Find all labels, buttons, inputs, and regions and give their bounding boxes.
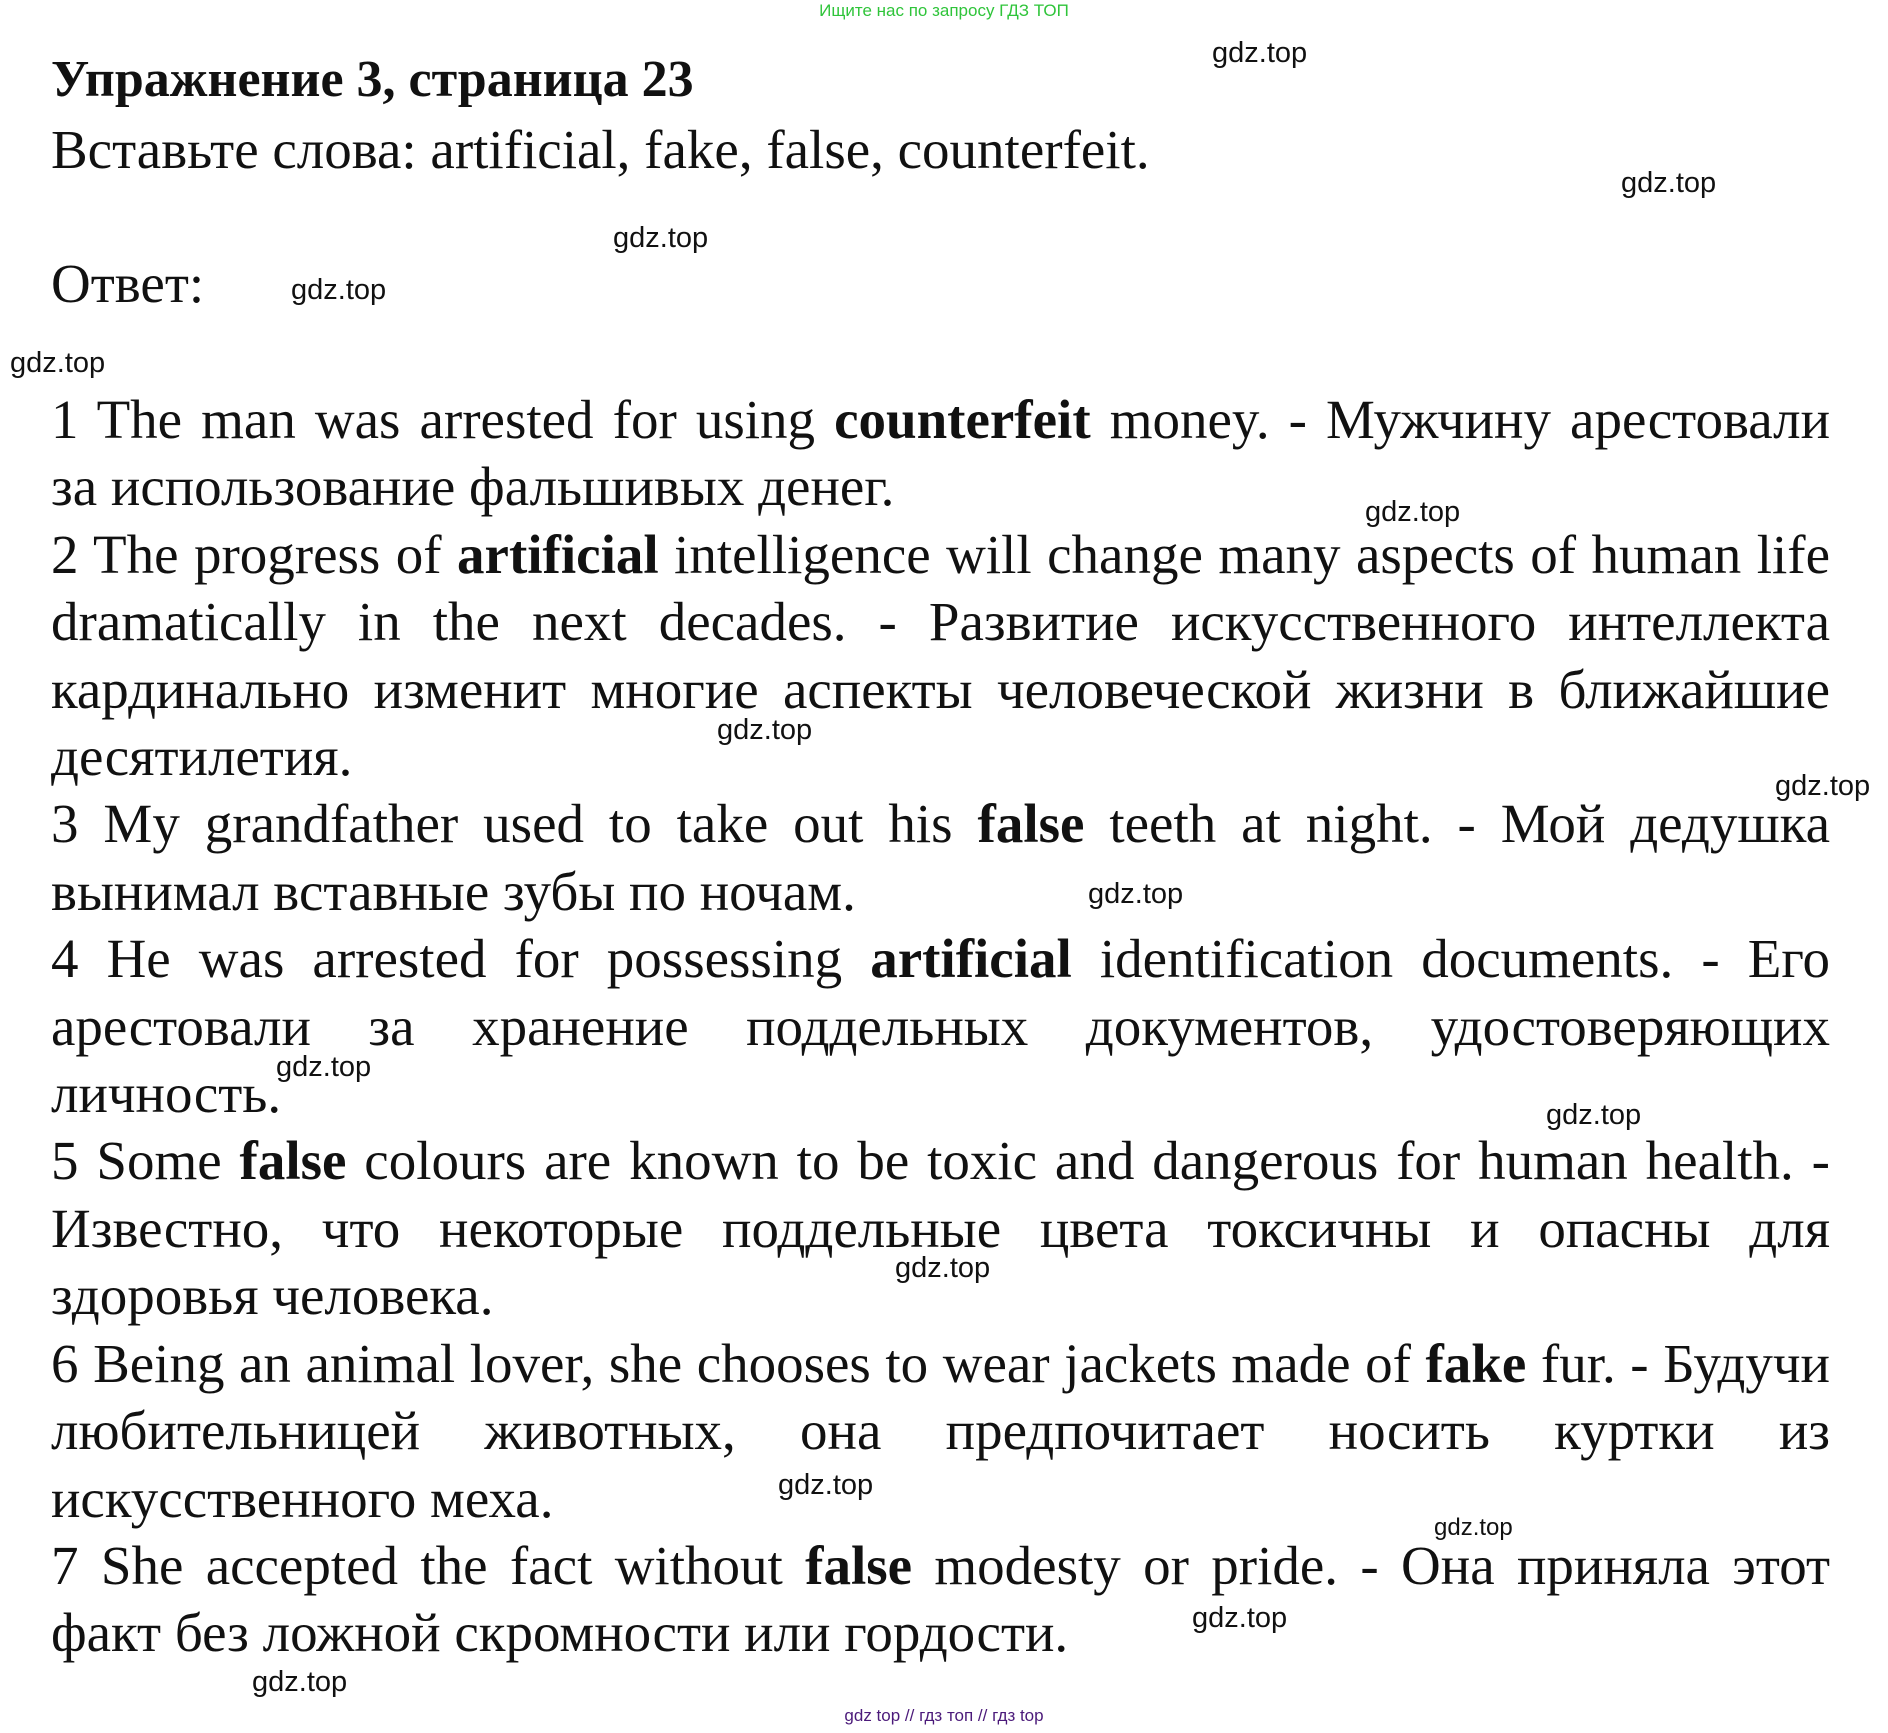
inserted-word: fake: [1425, 1332, 1527, 1394]
inserted-word: counterfeit: [834, 389, 1091, 450]
watermark: gdz.top: [1365, 496, 1461, 528]
watermark: gdz.top: [10, 347, 106, 379]
watermark: gdz.top: [1775, 770, 1871, 802]
item-text: colours are known to be toxic and dangerous for human health. - Известно, что некоторые поддельные цвета токсичны и опасны для здоровья человека.: [51, 1130, 1830, 1327]
inserted-word: artificial: [457, 523, 659, 585]
inserted-word: artificial: [870, 928, 1072, 990]
answer-item: [51, 925, 1830, 1127]
watermark: gdz.top: [778, 1469, 874, 1501]
watermark: gdz.top: [717, 714, 813, 746]
answer-list: [51, 386, 1830, 1667]
answer-label: Ответ:: [51, 253, 205, 314]
answer-item: [51, 386, 1830, 521]
page-title: Упражнение 3, страница 23: [51, 51, 694, 108]
answer-item: [51, 1127, 1830, 1329]
item-text: identification documents. - Его арестовали за хранение поддельных документов, удостоверяющих личность.: [51, 928, 1831, 1125]
watermark: gdz.top: [1434, 1514, 1513, 1541]
answer-item: [51, 790, 1830, 925]
item-text: 6 Being an animal lover, she chooses to wear jackets made of: [51, 1332, 1426, 1394]
watermark: gdz.top: [1088, 878, 1184, 910]
item-text: 3 My grandfather used to take out his: [51, 793, 978, 855]
watermark: gdz.top: [613, 222, 709, 254]
item-text: 7 She accepted the fact without: [51, 1534, 806, 1596]
watermark: gdz.top: [276, 1051, 372, 1083]
inserted-word: false: [239, 1130, 347, 1192]
item-text: intelligence will change many aspects of human life dramatically in the next decades. - Развитие искусственного интеллекта кардинально изменит многие аспекты человеческой жизни в ближайшие десятилетия.: [51, 523, 1830, 788]
item-text: 1 The man was arrested for using: [51, 389, 835, 450]
answer-item: [51, 1330, 1830, 1532]
answer-item: [51, 521, 1830, 791]
item-text: modesty or pride. - Она приняла этот факт без ложной скромности или гордости.: [51, 1534, 1831, 1664]
item-text: 5 Some: [51, 1130, 240, 1192]
inserted-word: false: [805, 1534, 913, 1596]
watermark: gdz.top: [252, 1666, 348, 1698]
item-text: teeth at night. - Мой дедушка вынимал вставные зубы по ночам.: [51, 793, 1830, 922]
item-text: 4 He was arrested for possessing: [51, 928, 871, 990]
watermark: gdz.top: [1192, 1602, 1288, 1634]
answer-item: [51, 1532, 1830, 1667]
watermark: gdz.top: [1212, 37, 1308, 69]
watermark: gdz.top: [1546, 1099, 1642, 1131]
watermark: gdz.top: [895, 1252, 991, 1284]
inserted-word: false: [977, 793, 1085, 855]
item-text: 2 The progress of: [51, 523, 458, 585]
watermark: gdz.top: [291, 274, 387, 306]
watermark: gdz.top: [1621, 167, 1717, 199]
exercise-instruction: Вставьте слова: artificial, fake, false, counterfeit.: [51, 119, 1150, 180]
footer-note: gdz top // гдз топ // гдз top: [844, 1706, 1044, 1725]
item-text: fur. - Будучи любительницей животных, она предпочитает носить куртки из искусственного меха.: [51, 1332, 1830, 1529]
item-text: money. - Мужчину арестовали за использование фальшивых денег.: [51, 389, 1830, 518]
search-hint: Ищите нас по запросу ГДЗ ТОП: [819, 1, 1069, 20]
